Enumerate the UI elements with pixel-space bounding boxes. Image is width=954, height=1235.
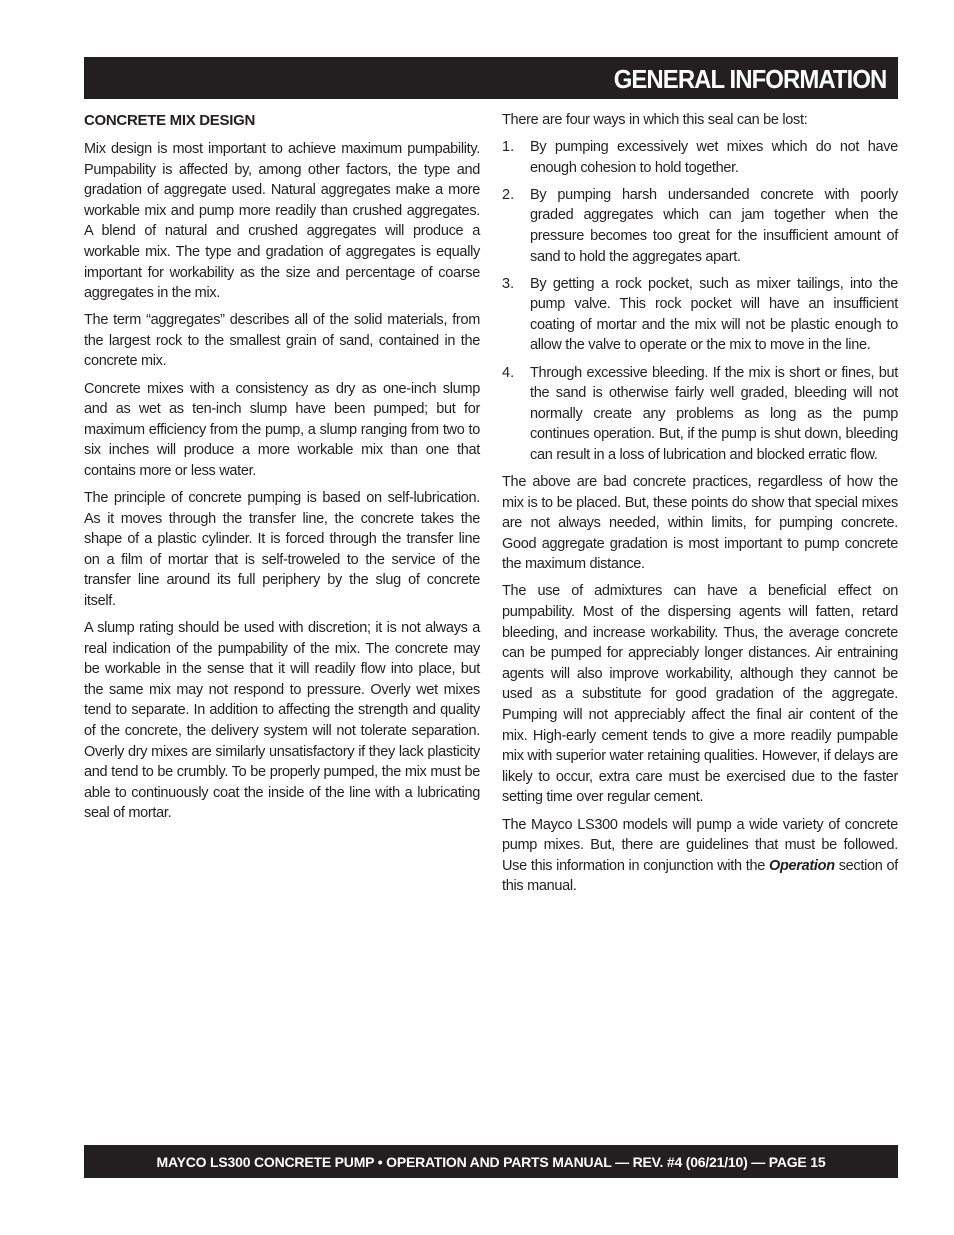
left-column — [84, 110, 480, 831]
list-item — [502, 363, 898, 466]
list-text: By pumping excessively wet mixes which do not have enough cohesion to hold together. — [530, 139, 898, 176]
list-text: By pumping harsh undersanded concrete with poorly graded aggregates which can jam together when the pressure becomes too great for the insufficient amount of sand to hold the aggregates apart. — [530, 186, 898, 265]
footer-text: MAYCO LS300 CONCRETE PUMP • OPERATION AND PARTS MANUAL — REV. #4 (06/21/10) — PAGE 15 — [156, 1154, 826, 1170]
section-heading: CONCRETE MIX DESIGN — [84, 112, 255, 129]
closing-text-after: section of this manual. — [502, 857, 898, 895]
list-number: 1. — [502, 139, 515, 156]
paragraph: The principle of concrete pumping is based on self-lubrication. As it moves through the transfer line, the concrete takes the shape of a plastic cylinder. It is forced through the transfer line on a film of mortar that is self-troweled to the service of the transfer line around its full periphery by the slug of concrete itself. — [84, 490, 480, 609]
list-item — [502, 274, 898, 356]
list-intro: There are four ways in which this seal can be lost: — [502, 112, 808, 128]
footer-bar — [84, 1145, 898, 1178]
header-bar — [84, 57, 898, 99]
paragraph: The use of admixtures can have a beneficial effect on pumpability. Most of the dispersing agents will fatten, retard bleeding, and increase workability. Thus, the average concrete can be pumped for appreciably longer distances. Air entraining agents will also improve workability, although they cannot be used as a substitute for good gradation of the aggregate. Pumping will not appreciably affect the final air content of the mix. High-early cement tends to give a more readily pumpable mix with superior water retaining qualities. However, if delays are likely to occur, extra care must be exercised due to the faster setting time over regular cement. — [502, 583, 898, 806]
right-column — [502, 110, 898, 903]
paragraph: The term “aggregates” describes all of the solid materials, from the largest rock to the smallest grain of sand, contained in the concrete mix. — [84, 312, 480, 370]
paragraph: Concrete mixes with a consistency as dry as one-inch slump and as wet as ten-inch slump have been pumped; but for maximum efficiency from the pump, a slump ranging from two to six inches will produce a more workable mix than one that contains more or less water. — [84, 380, 480, 479]
operation-section-reference: Operation — [768, 857, 835, 874]
paragraph: Mix design is most important to achieve maximum pumpability. Pumpability is affected by, among other factors, the type and gradation of aggregate used. Natural aggregates make a more workable mix and pump more readily than crushed aggregates. A blend of natural and crushed aggregates will produce a workable mix. The type and gradation of aggregates is equally important for workability as the size and percentage of coarse aggregates in the mix. — [84, 141, 480, 302]
list-number: 2. — [502, 186, 515, 203]
closing-text-before: The Mayco LS300 models will pump a wide variety of concrete pump mixes. But, there are guidelines that must be followed. Use this information in conjunction with the — [502, 816, 898, 874]
list-number: 4. — [502, 364, 515, 381]
paragraph: The above are bad concrete practices, regardless of how the mix is to be placed. But, these points do show that special mixes are not always needed, within limits, for pumping concrete. Good aggregate gradation is most important to pump concrete the maximum distance. — [502, 474, 898, 573]
list-item — [502, 185, 898, 267]
paragraph: A slump rating should be used with discretion; it is not always a real indication of the pumpability of the mix. The concrete may be workable in the sense that it will readily flow into place, but the same mix may not respond to pressure. Overly wet mixes tend to separate. In addition to affecting the strength and quality of the concrete, the delivery system will not tolerate separation. Overly dry mixes are similarly unsatisfactory if they lack plasticity and tend to be crumbly. To be properly pumped, the mix must be able to continuously coat the inside of the line with a lubricating seal of mortar. — [84, 620, 480, 822]
list-number: 3. — [502, 275, 515, 292]
list-text: By getting a rock pocket, such as mixer tailings, into the pump valve. This rock pocket will have an insufficient coating of mortar and the mix will not be plastic enough to allow the valve to operate or the mix to move in the line. — [530, 275, 898, 354]
list-text: Through excessive bleeding. If the mix is short or fines, but the sand is otherwise fairly well graded, bleeding will not normally create any problems as long as the pump continues operation. But, if the pump is shut down, bleeding can result in a loss of lubrication and blocked erratic flow. — [530, 364, 898, 463]
page-title: GENERAL INFORMATION — [613, 64, 886, 94]
list-item — [502, 137, 898, 178]
closing-paragraph — [502, 815, 898, 897]
seal-loss-list — [502, 137, 898, 465]
